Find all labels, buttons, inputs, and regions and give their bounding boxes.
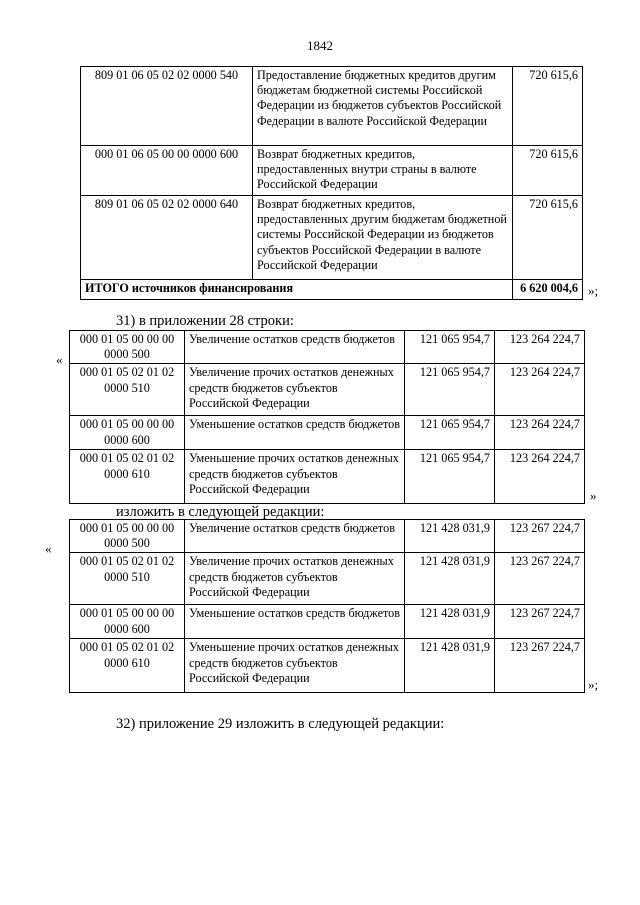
replace-text: изложить в следующей редакции: [116, 504, 325, 520]
value-cell: 121 065 954,7 [405, 450, 495, 504]
value-cell: 121 428 031,9 [405, 605, 495, 639]
value-cell: 121 428 031,9 [405, 639, 495, 693]
value-cell: 121 065 954,7 [405, 331, 495, 364]
code-cell: 000 01 05 00 00 00 0000 500 [70, 331, 185, 364]
table1-suffix: »; [588, 283, 599, 298]
description-cell: Возврат бюджетных кредитов, предоставленных другим бюджетам бюджетной системы Российской Федерации из бюджетов субъектов Российской Федерации в валюте Российской Федерации [253, 196, 513, 280]
value-cell: 123 267 224,7 [495, 520, 585, 553]
value-cell: 121 065 954,7 [405, 364, 495, 416]
open-quote: « [56, 352, 63, 367]
value-cell: 121 428 031,9 [405, 553, 495, 605]
description-cell: Возврат бюджетных кредитов, предоставленных внутри страны в валюте Российской Федерации [253, 146, 513, 196]
description-cell: Уменьшение прочих остатков денежных средств бюджетов субъектов Российской Федерации [185, 450, 405, 504]
description-cell: Уменьшение прочих остатков денежных средств бюджетов субъектов Российской Федерации [185, 639, 405, 693]
code-cell: 809 01 06 05 02 02 0000 640 [81, 196, 253, 280]
value-cell: 123 267 224,7 [495, 605, 585, 639]
table-row [81, 146, 583, 196]
value-cell: 123 264 224,7 [495, 331, 585, 364]
code-cell: 000 01 05 02 01 02 0000 610 [70, 450, 185, 504]
appendix-28-new-rows-table [69, 519, 585, 693]
description-cell: Уменьшение остатков средств бюджетов [185, 605, 405, 639]
value-cell: 121 065 954,7 [405, 416, 495, 450]
item-31-heading: 31) в приложении 28 строки: [116, 313, 294, 329]
description-cell: Увеличение прочих остатков денежных средств бюджетов субъектов Российской Федерации [185, 553, 405, 605]
code-cell: 000 01 05 02 01 02 0000 510 [70, 553, 185, 605]
code-cell: 809 01 06 05 02 02 0000 540 [81, 67, 253, 146]
code-cell: 000 01 05 02 01 02 0000 610 [70, 639, 185, 693]
appendix-28-old-rows-table [69, 330, 585, 504]
value-cell: 123 267 224,7 [495, 639, 585, 693]
table-row [70, 416, 585, 450]
close-quote: »; [588, 677, 599, 692]
value-cell: 720 615,6 [513, 67, 583, 146]
value-cell: 123 264 224,7 [495, 416, 585, 450]
total-label: ИТОГО источников финансирования [81, 280, 513, 300]
table-row [70, 520, 585, 553]
description-cell: Предоставление бюджетных кредитов другим бюджетам бюджетной системы Российской Федерации из бюджетов субъектов Российской Федерации в валюте Российской Федерации [253, 67, 513, 146]
item-32-heading: 32) приложение 29 изложить в следующей редакции: [116, 716, 445, 732]
total-row [81, 280, 583, 300]
code-cell: 000 01 05 00 00 00 0000 500 [70, 520, 185, 553]
value-cell: 123 267 224,7 [495, 553, 585, 605]
financing-sources-table [80, 66, 583, 300]
close-quote: » [590, 488, 597, 503]
table-row [70, 605, 585, 639]
table-row [70, 331, 585, 364]
table-row [70, 553, 585, 605]
table-row [70, 450, 585, 504]
value-cell: 123 264 224,7 [495, 450, 585, 504]
code-cell: 000 01 05 00 00 00 0000 600 [70, 416, 185, 450]
total-value: 6 620 004,6 [513, 280, 583, 300]
value-cell: 720 615,6 [513, 146, 583, 196]
description-cell: Увеличение прочих остатков денежных средств бюджетов субъектов Российской Федерации [185, 364, 405, 416]
description-cell: Увеличение остатков средств бюджетов [185, 331, 405, 364]
value-cell: 121 428 031,9 [405, 520, 495, 553]
value-cell: 720 615,6 [513, 196, 583, 280]
table-row [70, 639, 585, 693]
table-row [81, 196, 583, 280]
table-row [70, 364, 585, 416]
code-cell: 000 01 06 05 00 00 0000 600 [81, 146, 253, 196]
code-cell: 000 01 05 00 00 00 0000 600 [70, 605, 185, 639]
value-cell: 123 264 224,7 [495, 364, 585, 416]
table-row [81, 67, 583, 146]
code-cell: 000 01 05 02 01 02 0000 510 [70, 364, 185, 416]
description-cell: Увеличение остатков средств бюджетов [185, 520, 405, 553]
open-quote: « [45, 541, 52, 556]
page-number: 1842 [307, 38, 333, 53]
description-cell: Уменьшение остатков средств бюджетов [185, 416, 405, 450]
